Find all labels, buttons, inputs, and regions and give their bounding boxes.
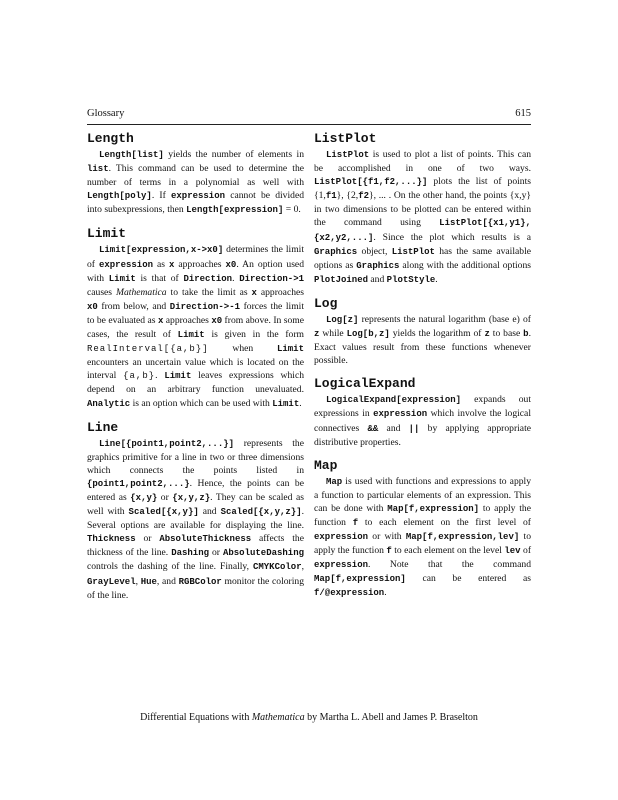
code: z — [314, 329, 320, 340]
code: Limit — [108, 273, 136, 284]
text: affects the thickness of the line. — [87, 533, 304, 559]
text: to apply the function — [314, 502, 531, 528]
header-section: Glossary — [87, 108, 125, 119]
text: as — [153, 258, 169, 270]
entry-body — [87, 148, 304, 217]
code: Direction — [183, 273, 233, 284]
code: f2 — [358, 191, 369, 202]
code: {x,y} — [130, 492, 158, 503]
text: . — [299, 397, 302, 409]
text: approaches — [174, 258, 226, 270]
text: approaches — [163, 314, 212, 326]
code: Length[list] — [99, 150, 164, 160]
footer-citation — [0, 712, 618, 723]
code: && — [367, 423, 379, 434]
code: Log[z] — [326, 314, 359, 325]
code: Map — [326, 476, 343, 487]
text: to take the limit as — [166, 286, 252, 298]
code: {point1,point2,...} — [87, 478, 190, 489]
text: controls the dashing of the line. Finally, — [87, 561, 253, 573]
code: ListPlot — [326, 150, 370, 160]
code: x — [168, 259, 175, 270]
code: expression — [98, 259, 153, 270]
entry-body — [87, 437, 304, 602]
text: is given in the form — [204, 329, 304, 341]
code: list — [87, 164, 109, 175]
code: ListPlot[{x1,y1},{x2,y2,...] — [314, 218, 531, 243]
code: x0 — [225, 259, 237, 270]
left-column — [87, 131, 304, 611]
text: by applying appropriate distributive properties. — [314, 422, 531, 448]
text: is that of — [135, 272, 184, 284]
code: expression — [314, 560, 369, 571]
text: . — [435, 273, 438, 285]
text: cannot be divided into subexpressions, then — [87, 190, 304, 216]
text: from above. In some cases, the result of — [87, 314, 304, 341]
text: while — [319, 328, 347, 340]
text: determines the limit of — [87, 244, 304, 270]
code: Limit[expression,x->x0] — [99, 245, 224, 256]
code: Direction->-1 — [169, 301, 241, 312]
code: expression — [314, 532, 369, 543]
text: and — [198, 506, 221, 518]
code: Limit — [276, 344, 304, 355]
text: has the same available options as — [314, 245, 531, 271]
entry-listplot — [314, 131, 531, 287]
text: . — [232, 272, 240, 284]
entry-title: Map — [314, 457, 338, 473]
page-number: 615 — [515, 108, 531, 119]
entry-title: Line — [87, 419, 119, 435]
code: AbsoluteThickness — [159, 534, 252, 545]
text: represents the graphics primitive for a line in two or three dimensions which connects the points listed in — [87, 437, 304, 476]
text: is used to plot a list of points. This can be accomplished in one of two ways. — [314, 149, 531, 175]
code: GrayLevel — [87, 576, 136, 587]
entry-body — [314, 475, 531, 601]
code: PlotJoined — [314, 274, 369, 285]
code: x0 — [211, 315, 223, 326]
text: along with the additional options — [399, 259, 532, 271]
text: yields the logarithm of — [389, 328, 485, 340]
text: is used with functions and expressions to apply a function to particular elements of an expression. This can be done with — [314, 475, 531, 514]
text: . Note that the command — [368, 559, 531, 571]
code: expression — [373, 409, 428, 420]
code: x0 — [87, 301, 98, 312]
footer-italic: Mathematica — [251, 712, 305, 723]
code: RGBColor — [178, 576, 222, 587]
text: . Exact values result from these functions whenever possible. — [314, 328, 531, 367]
italic-text: Mathematica — [115, 286, 167, 298]
text: . An option used with — [87, 258, 304, 284]
code: Length[poly] — [87, 191, 152, 202]
text: encounters an uncertain value which is located on the interval — [87, 357, 304, 382]
text: or — [157, 491, 173, 503]
text: and — [378, 422, 409, 434]
code: x — [157, 315, 164, 326]
text: to apply the function — [314, 531, 531, 557]
text: from below, and — [97, 300, 170, 312]
entry-body — [314, 393, 531, 448]
code: Limit — [272, 398, 300, 409]
text: can be entered as — [405, 573, 531, 585]
entry-title: Length — [87, 131, 134, 146]
code: Graphics — [356, 260, 400, 271]
text: or — [135, 533, 160, 545]
text: represents the natural logarithm (base e) of — [358, 313, 531, 325]
text: . — [384, 587, 387, 599]
text: which involve the logical connectives — [314, 408, 531, 434]
entry-title: Log — [314, 295, 338, 311]
code: Scaled[{x,y,z}] — [220, 507, 302, 518]
code: || — [408, 423, 420, 434]
text: }, ... . On the other hand, the points {x,y} in two dimensions to be plotted can be entered within the command using — [314, 190, 531, 229]
code: Line[{point1,point2,...}] — [99, 438, 235, 449]
text: . They can be scaled as well with — [87, 491, 304, 518]
text: or — [209, 547, 223, 559]
text: , — [301, 561, 304, 573]
text: and — [368, 273, 387, 285]
code: Graphics — [314, 246, 358, 257]
text: to each element on the first level of — [358, 516, 531, 528]
entry-line — [87, 420, 304, 602]
entry-body — [314, 148, 531, 287]
text: to each element on the level — [391, 545, 505, 557]
text: . Several options are available for displaying the line. — [87, 506, 305, 532]
text: plots the list of points {1, — [314, 176, 531, 202]
code: ListPlot[{f1,f2,...}] — [314, 177, 428, 188]
code: x — [251, 287, 257, 298]
text: is an option which can be used with — [130, 397, 273, 409]
text: leaves expressions which depend on an arbitrary function unevaluated. — [87, 370, 304, 396]
code-light: RealInterval[{a,b}] — [87, 344, 209, 355]
text: , and — [156, 575, 179, 587]
code: Length[expression] — [186, 205, 284, 216]
code: Map[f,expression,lev] — [405, 532, 520, 543]
code: PlotStyle — [386, 274, 436, 285]
footer-text: Differential Equations with — [140, 712, 252, 723]
entry-body — [87, 243, 304, 410]
running-header — [87, 108, 531, 122]
text: monitor the coloring of the line. — [87, 575, 304, 601]
entry-length — [87, 131, 304, 217]
code: f — [352, 517, 359, 528]
code: Map[f,expression] — [314, 574, 406, 585]
code: AbsoluteDashing — [222, 548, 304, 559]
text: when — [208, 343, 277, 355]
text: . This command can be used to determine the number of terms in a polynomial as well with — [87, 163, 304, 189]
text: forces the limit to be evaluated as — [87, 300, 304, 326]
entry-map — [314, 458, 531, 601]
code: ListPlot — [391, 246, 435, 257]
code: b — [523, 329, 529, 340]
text: . Since the plot which results is a — [373, 231, 531, 243]
entry-limit — [87, 226, 304, 410]
code: f/@expression — [314, 588, 385, 599]
text: . Hence, the points can be entered as — [87, 477, 304, 503]
code: Log[b,z] — [346, 329, 390, 340]
text: . If — [151, 190, 171, 202]
text: yields the number of elements in — [163, 149, 304, 160]
text: . — [155, 370, 165, 382]
code: LogicalExpand[expression] — [326, 395, 462, 406]
entry-title: Limit — [87, 226, 127, 242]
entry-title: ListPlot — [314, 131, 377, 146]
text: causes — [87, 286, 116, 298]
header-rule — [87, 124, 531, 125]
entry-title: LogicalExpand — [314, 376, 416, 392]
code: Scaled[{x,y}] — [128, 507, 199, 518]
code: Analytic — [87, 398, 131, 409]
code: Direction->1 — [239, 273, 304, 284]
code: f — [386, 546, 392, 557]
code: Hue — [140, 576, 157, 587]
text: , — [135, 575, 141, 587]
entry-logicalexpand — [314, 376, 531, 448]
code: Thickness — [87, 534, 136, 545]
text: = 0. — [283, 204, 301, 216]
text: or with — [368, 531, 406, 543]
code: Limit — [177, 330, 205, 341]
code: z — [484, 329, 490, 340]
text: of — [520, 545, 532, 557]
entry-log — [314, 296, 531, 367]
code: Dashing — [171, 548, 209, 559]
text: to base — [489, 328, 524, 340]
code: expression — [171, 191, 226, 202]
right-column — [314, 131, 531, 610]
text: expands out expressions in — [314, 394, 531, 420]
code: {x,y,z} — [172, 492, 211, 503]
text: approaches — [256, 286, 304, 298]
code: f1 — [325, 191, 337, 202]
entry-body — [314, 313, 531, 367]
text: }, {2, — [336, 190, 359, 202]
code-light: {a,b} — [123, 371, 156, 382]
code: CMYKColor — [252, 562, 302, 573]
text: object, — [357, 245, 392, 257]
code: Map[f,expression] — [387, 503, 480, 514]
code: Limit — [164, 371, 192, 382]
footer-text: by Martha L. Abell and James P. Braselton — [304, 712, 478, 723]
code: lev — [504, 546, 521, 557]
